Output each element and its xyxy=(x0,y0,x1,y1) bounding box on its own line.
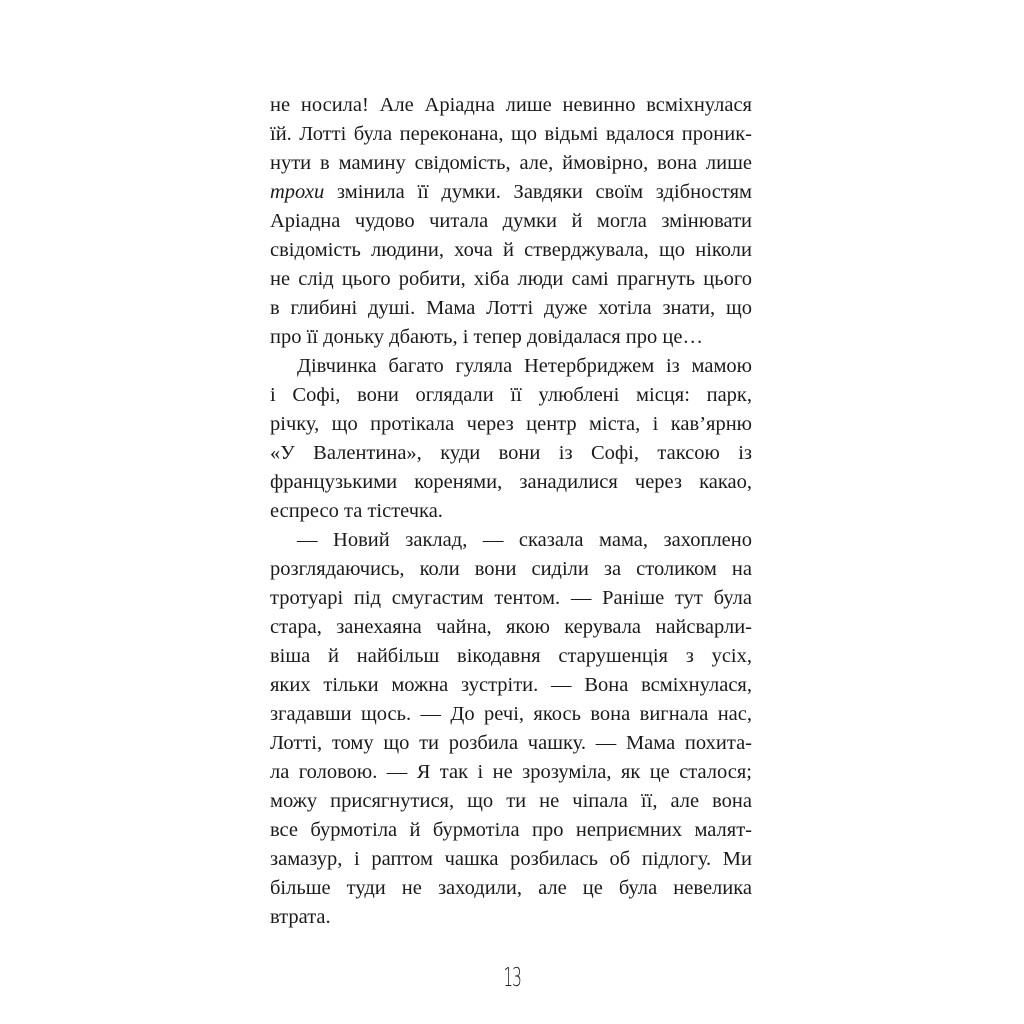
page-number: 13 xyxy=(503,963,521,993)
paragraph xyxy=(270,526,752,932)
text-line: еспресо та тістечка. xyxy=(270,500,443,522)
text-line: замазур, і раптом чашка розбилась об підлогу. Ми xyxy=(270,848,752,870)
text-line: і Софі, вони оглядали її улюблені місця: парк, xyxy=(270,384,752,406)
text-line: стара, занехаяна чайна, якою керувала найсварли- xyxy=(270,616,752,638)
book-page-text xyxy=(270,91,752,932)
text-line: Лотті, тому що ти розбила чашку. — Мама похита- xyxy=(270,732,752,754)
text-line: більше туди не заходили, але це була невелика xyxy=(270,877,752,899)
text-line: річку, що протікала через центр міста, і кав’ярню xyxy=(270,413,752,435)
text-line: віша й найбільш вікодавня старушенція з усіх, xyxy=(270,645,752,667)
paragraph xyxy=(270,91,752,352)
paragraph xyxy=(270,352,752,526)
text-line: згадавши щось. — До речі, якось вона вигнала нас, xyxy=(270,703,752,725)
text-line: не носила! Але Аріадна лише невинно всміхнулася xyxy=(270,94,752,116)
text-line: Дівчинка багато гуляла Нетербриджем із мамою xyxy=(297,355,752,377)
text-line: свідомість людини, хоча й стверджувала, що ніколи xyxy=(270,239,752,261)
text-line: трохи змінила її думки. Завдяки своїм здібностям xyxy=(270,181,752,203)
text-line: в глибині душі. Мама Лотті дуже хотіла знати, що xyxy=(270,297,752,319)
text-line: Аріадна чудово читала думки й могла змінювати xyxy=(270,210,752,232)
text-line: про її доньку дбають, і тепер довідалася про це… xyxy=(270,326,703,348)
text-line: французькими коренями, занадилися через какао, xyxy=(270,471,752,493)
text-line: не слід цього робити, хіба люди самі прагнуть цього xyxy=(270,268,752,290)
text-line: — Новий заклад, — сказала мама, захоплено xyxy=(297,529,752,551)
text-line: можу присягнутися, що ти не чіпала її, але вона xyxy=(270,790,752,812)
italic-word: трохи xyxy=(270,181,325,203)
text-line: ла головою. — Я так і не зрозуміла, як це сталося; xyxy=(270,761,752,783)
text-line: їй. Лотті була переконана, що відьмі вдалося проник- xyxy=(270,123,752,145)
text-line: розглядаючись, коли вони сиділи за столиком на xyxy=(270,558,752,580)
text-line: яких тільки можна зустріти. — Вона всміхнулася, xyxy=(270,674,752,696)
text-line: все бурмотіла й бурмотіла про неприємних малят- xyxy=(270,819,752,841)
text-line: нути в мамину свідомість, але, ймовірно, вона лише xyxy=(270,152,752,174)
text-line: тротуарі під смугастим тентом. — Раніше тут була xyxy=(270,587,752,609)
text-line: втрата. xyxy=(270,906,331,928)
text-line: «У Валентина», куди вони із Софі, таксою із xyxy=(270,442,752,464)
